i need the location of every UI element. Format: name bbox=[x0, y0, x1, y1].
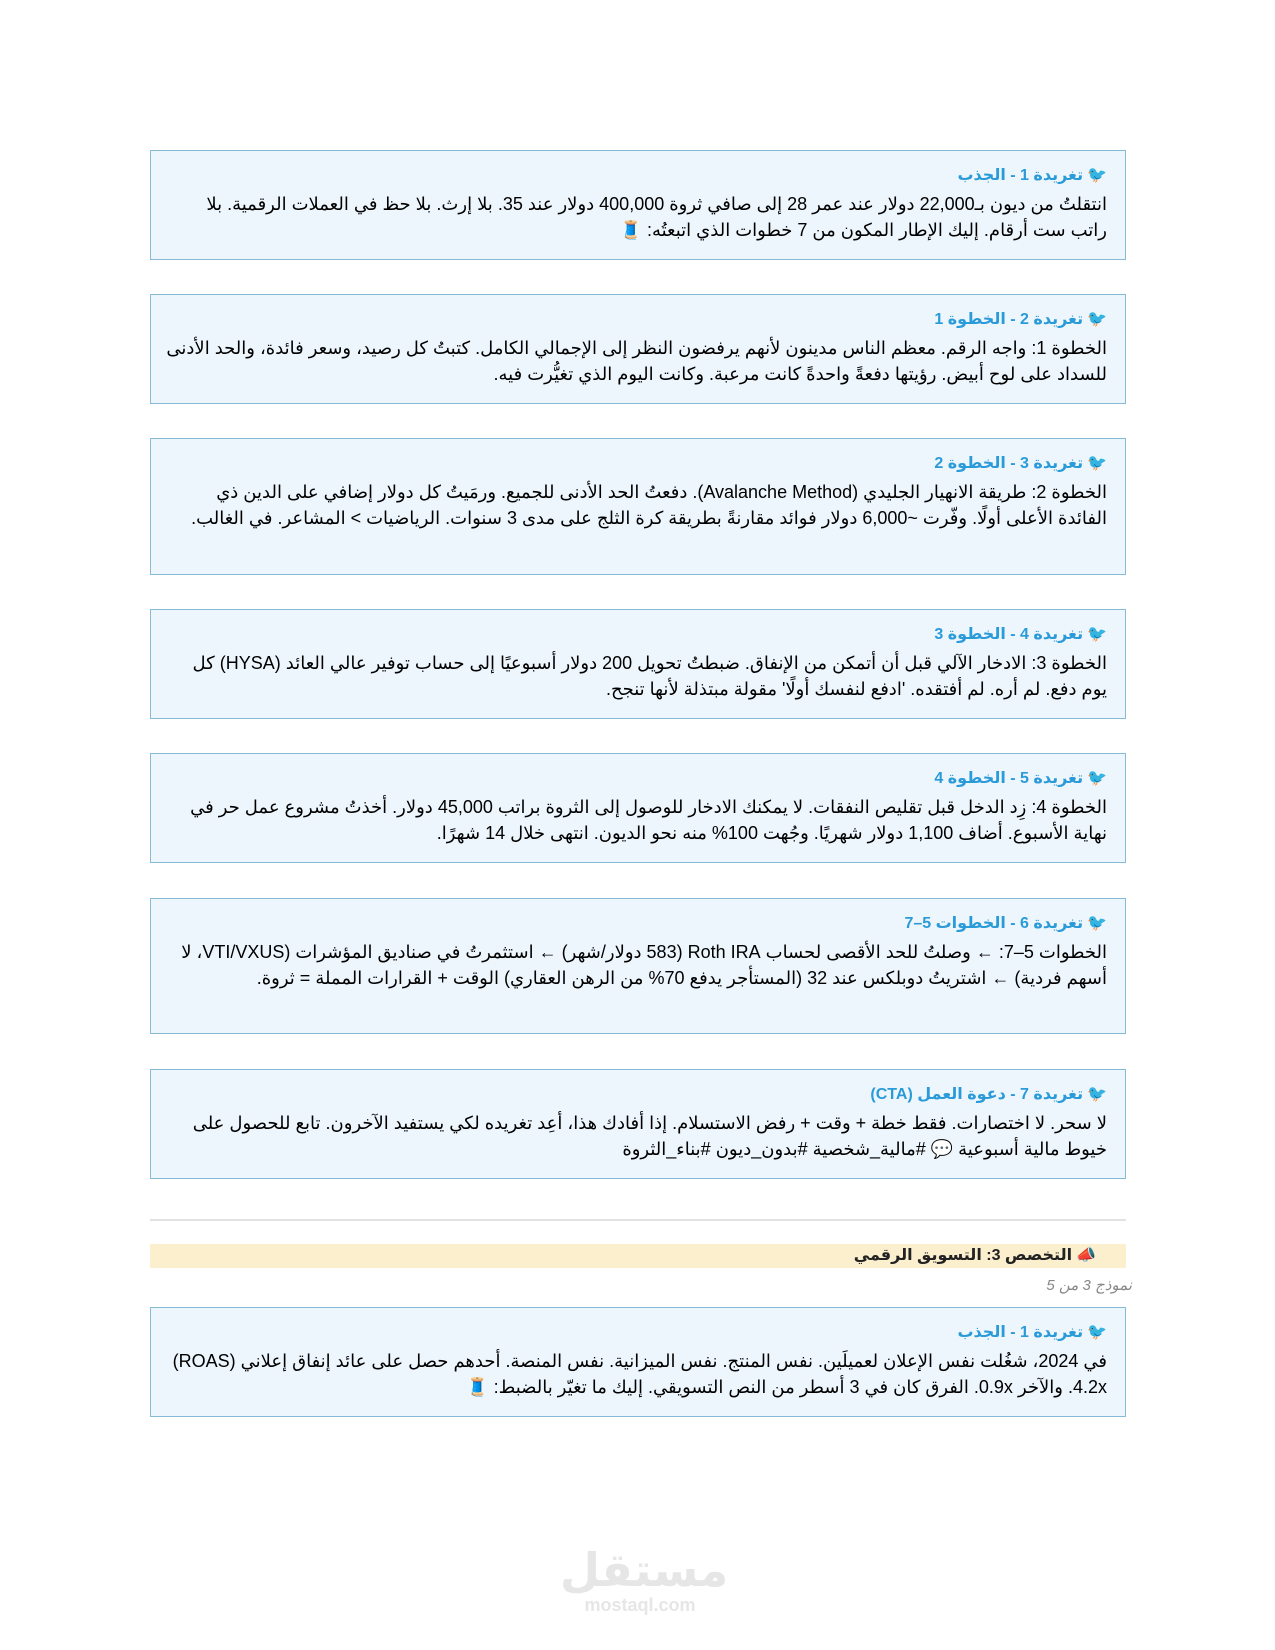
sample-caption: نموذج 3 من 5 bbox=[1046, 1277, 1132, 1294]
tweet-title: تغريدة 4 - الخطوة 3 bbox=[934, 626, 1084, 643]
watermark-logo: مستقل bbox=[560, 1544, 729, 1596]
tweet-card bbox=[150, 1307, 1126, 1417]
bird-icon: 🐦 bbox=[1087, 167, 1107, 184]
tweet-text: لا سحر. لا اختصارات. فقط خطة + وقت + رفض الاستسلام. إذا أفادك هذا، أعِد تغريده لكي يستفيد الآخرون. تابع للحصول على خيوط مالية أسبوعية 💬 #مالية_شخصية #بدون_ديون #بناء_الثروة bbox=[192, 1113, 1107, 1159]
tweet-card bbox=[150, 753, 1126, 863]
tweet-text: الخطوة 2: طريقة الانهيار الجليدي (Avalanche Method). دفعتُ الحد الأدنى للجميع. ورمَيتُ كل دولار إضافي على الدين ذي الفائدة الأعلى أولًا. وفّرت ~6,000 دولار فوائد مقارنةً بطريقة كرة الثلج على مدى 3 سنوات. الرياضيات > المشاعر. في الغالب. bbox=[191, 482, 1107, 528]
tweet-title: تغريدة 6 - الخطوات 5–7 bbox=[904, 915, 1084, 932]
watermark-url: mostaql.com bbox=[584, 1595, 696, 1615]
tweet-card bbox=[150, 609, 1126, 719]
tweet-text: الخطوات 5–7: ← وصلتُ للحد الأقصى لحساب Roth IRA (583 دولار/شهر) ← استثمرتُ في صناديق المؤشرات (VTI/VXUS، لا أسهم فردية) ← اشتريتُ دوبلكس عند 32 (المستأجر يدفع 70% من الرهن العقاري) الوقت + القرارات المملة = ثروة. bbox=[181, 942, 1107, 988]
tweet-card bbox=[150, 438, 1126, 575]
tweet-card bbox=[150, 1069, 1126, 1179]
bird-icon: 🐦 bbox=[1087, 626, 1107, 643]
section-banner bbox=[150, 1244, 1126, 1268]
bird-icon: 🐦 bbox=[1087, 1324, 1107, 1341]
tweet-text: في 2024، شغُلت نفس الإعلان لعميلَين. نفس المنتج. نفس الميزانية. نفس المنصة. أحدهم حصل على عائد إنفاق إعلاني (ROAS) 4.2x. والآخر 0.9x. الفرق كان في 3 أسطر من النص التسويقي. إليك ما تغيّر بالضبط: 🧵 bbox=[172, 1351, 1107, 1397]
bird-icon: 🐦 bbox=[1087, 1086, 1107, 1103]
tweet-title: تغريدة 1 - الجذب bbox=[957, 167, 1084, 184]
tweet-title: تغريدة 2 - الخطوة 1 bbox=[934, 311, 1084, 328]
tweet-title: تغريدة 5 - الخطوة 4 bbox=[934, 770, 1084, 787]
tweet-card bbox=[150, 150, 1126, 260]
tweet-title: تغريدة 3 - الخطوة 2 bbox=[934, 455, 1084, 472]
bird-icon: 🐦 bbox=[1087, 915, 1107, 932]
bird-icon: 🐦 bbox=[1087, 311, 1107, 328]
tweet-text: الخطوة 1: واجه الرقم. معظم الناس مدينون لأنهم يرفضون النظر إلى الإجمالي الكامل. كتبتُ كل رصيد، وسعر فائدة، والحد الأدنى للسداد على لوح أبيض. رؤيتها دفعةً واحدةً كانت مرعبة. وكانت اليوم الذي تغيُّرت فيه. bbox=[166, 338, 1107, 384]
tweet-card bbox=[150, 294, 1126, 404]
tweet-card bbox=[150, 898, 1126, 1034]
section-divider bbox=[150, 1219, 1126, 1221]
tweet-text: الخطوة 4: زِد الدخل قبل تقليص النفقات. لا يمكنك الادخار للوصول إلى الثروة براتب 45,000 دولار. أخذتُ مشروع عمل حر في نهاية الأسبوع. أضاف 1,100 دولار شهريًا. وجُهت 100% منه نحو الديون. انتهى خلال 14 شهرًا. bbox=[190, 797, 1107, 843]
bird-icon: 🐦 bbox=[1087, 770, 1107, 787]
megaphone-icon: 📣 bbox=[1076, 1247, 1096, 1264]
tweet-text: انتقلتُ من ديون بـ22,000 دولار عند عمر 28 إلى صافي ثروة 400,000 دولار عند 35. بلا إرث. بلا حظ في العملات الرقمية. بلا راتب ست أرقام. إليك الإطار المكون من 7 خطوات الذي اتبعتُه: 🧵 bbox=[206, 194, 1107, 240]
watermark bbox=[560, 1544, 729, 1616]
bird-icon: 🐦 bbox=[1087, 455, 1107, 472]
section-title: التخصص 3: التسويق الرقمي bbox=[853, 1247, 1073, 1264]
tweet-title: تغريدة 1 - الجذب bbox=[957, 1324, 1084, 1341]
tweet-text: الخطوة 3: الادخار الآلي قبل أن أتمكن من الإنفاق. ضبطتُ تحويل 200 دولار أسبوعيًا إلى حساب توفير عالي العائد (HYSA) كل يوم دفع. لم أره. لم أفتقده. 'ادفع لنفسك أولًا' مقولة مبتذلة لأنها تنجح. bbox=[192, 653, 1107, 699]
tweet-title: تغريدة 7 - دعوة العمل (CTA) bbox=[870, 1086, 1084, 1103]
